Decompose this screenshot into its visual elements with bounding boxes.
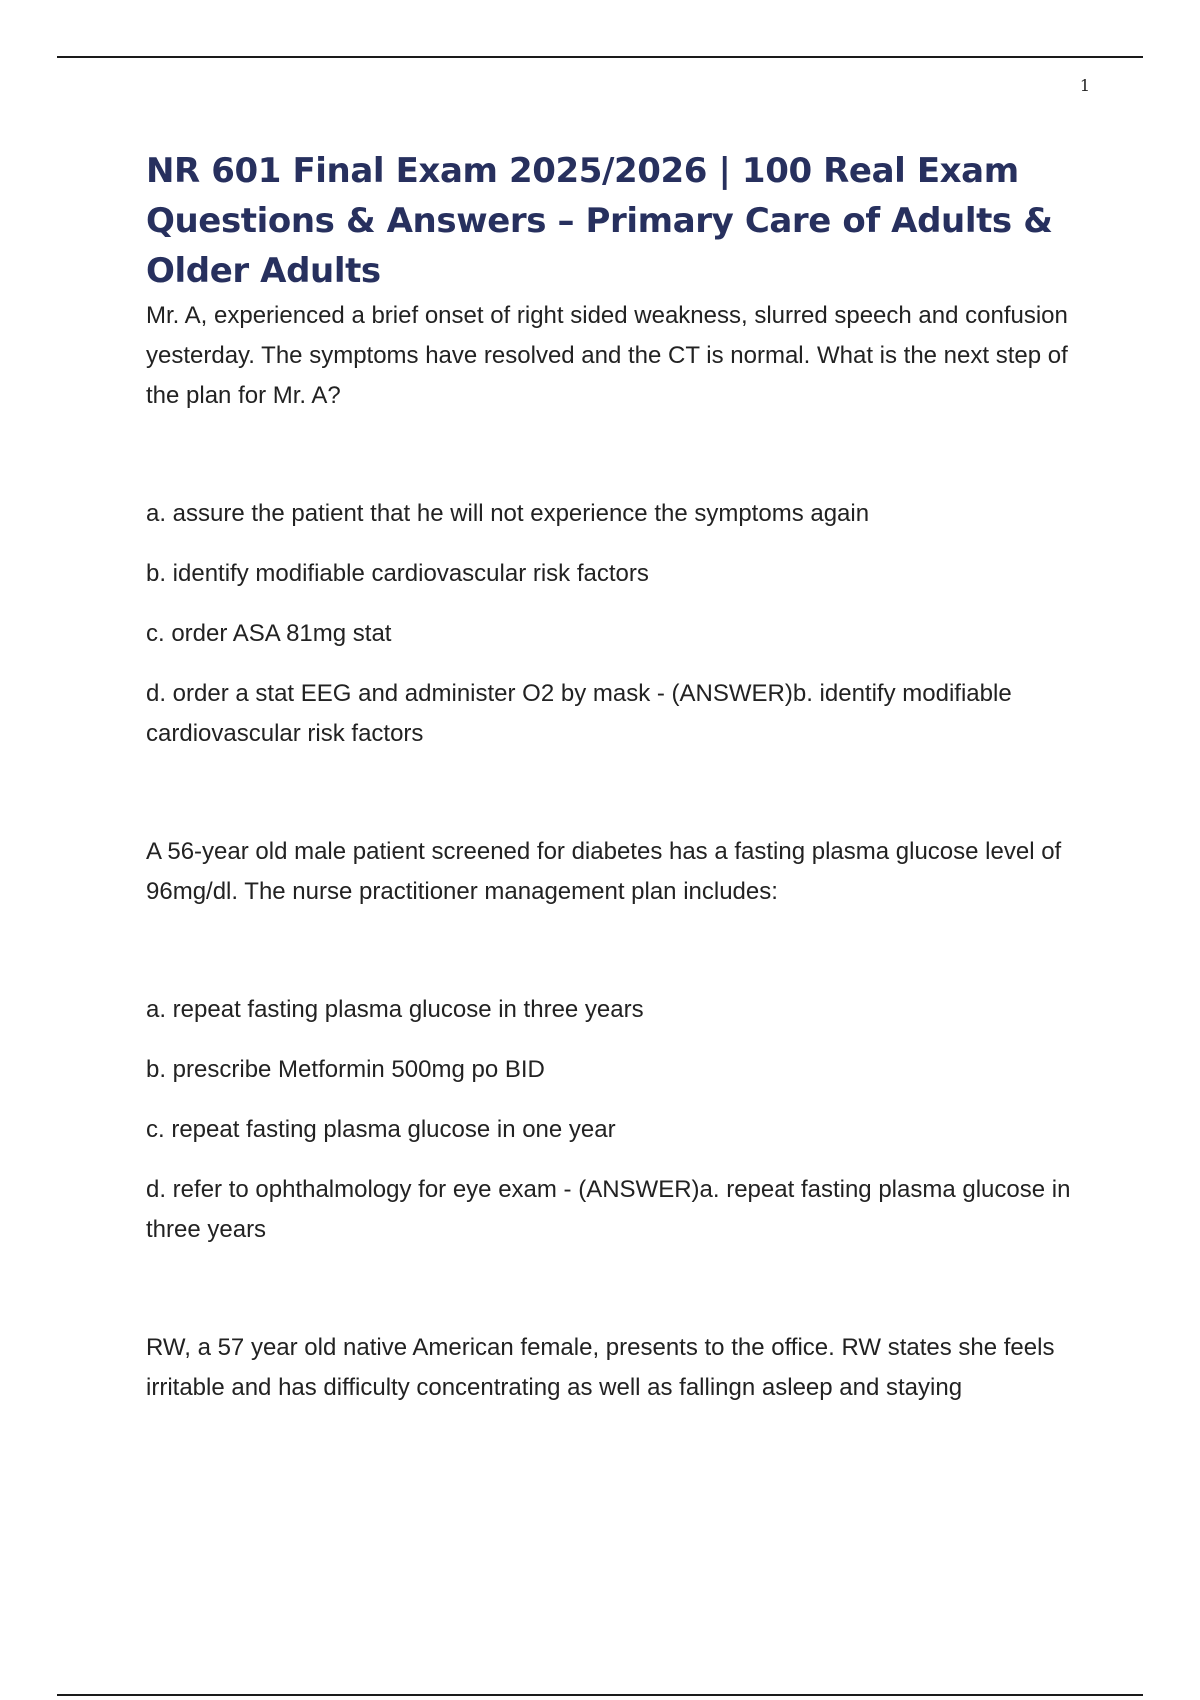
question-1-stem: Mr. A, experienced a brief onset of right sided weakness, slurred speech and confusion yesterday. The symptoms have resolved and the CT is normal. What is the next step of the plan for Mr. A? bbox=[146, 302, 1068, 409]
page-number: 1 bbox=[1079, 76, 1090, 95]
question-1-option-c: c. order ASA 81mg stat bbox=[146, 620, 392, 647]
question-2-option-b: b. prescribe Metformin 500mg po BID bbox=[146, 1056, 545, 1083]
question-1-option-d-with-answer: d. order a stat EEG and administer O2 by mask - (ANSWER)b. identify modifiable cardiovascular risk factors bbox=[146, 680, 1012, 747]
document-body bbox=[146, 146, 1096, 1408]
question-2-option-c: c. repeat fasting plasma glucose in one year bbox=[146, 1116, 616, 1143]
question-1-option-b: b. identify modifiable cardiovascular risk factors bbox=[146, 560, 649, 587]
question-2-stem: A 56-year old male patient screened for diabetes has a fasting plasma glucose level of 96mg/dl. The nurse practitioner management plan includes: bbox=[146, 838, 1062, 905]
document-title: NR 601 Final Exam 2025/2026 | 100 Real Exam Questions & Answers – Primary Care of Adults & Older Adults bbox=[146, 151, 1053, 291]
header-rule bbox=[57, 56, 1143, 58]
footer-rule bbox=[57, 1694, 1143, 1696]
question-2-option-d-with-answer: d. refer to ophthalmology for eye exam - (ANSWER)a. repeat fasting plasma glucose in three years bbox=[146, 1176, 1071, 1243]
question-1-option-a: a. assure the patient that he will not experience the symptoms again bbox=[146, 500, 870, 527]
question-2-option-a: a. repeat fasting plasma glucose in three years bbox=[146, 996, 644, 1023]
question-3-stem: RW, a 57 year old native American female, presents to the office. RW states she feels irritable and has difficulty concentrating as well as fallingn asleep and staying bbox=[146, 1334, 1055, 1401]
